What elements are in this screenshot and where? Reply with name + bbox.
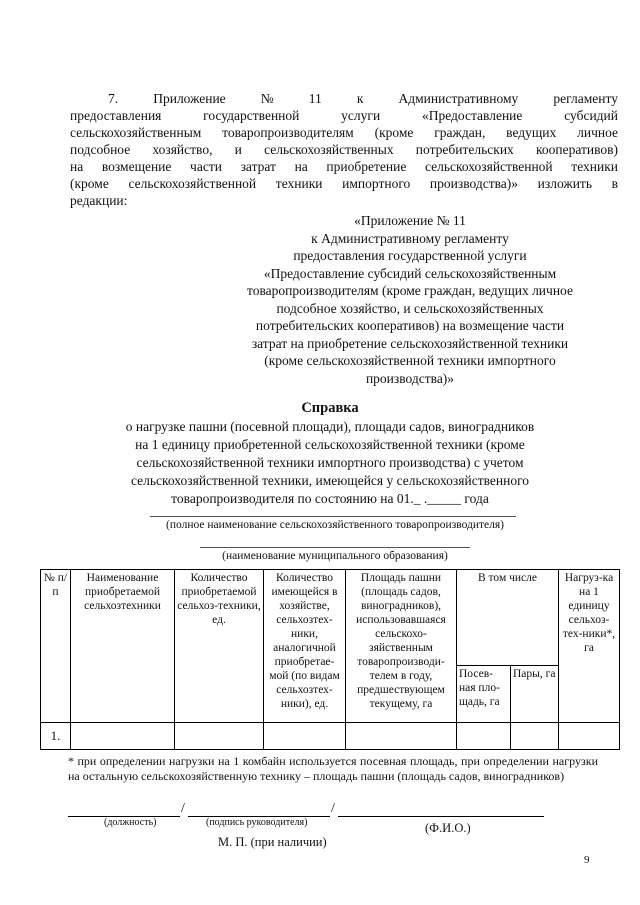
intro-word: к	[356, 91, 364, 106]
appendix-line: производства)»	[365, 370, 455, 386]
header-load: Нагруз-ка на 1 единицу сельхоз-тех-ники*, га	[559, 570, 620, 723]
appendix-line: «Приложение № 11	[354, 213, 466, 228]
sign-caption: (подпись руководителя)	[206, 817, 308, 828]
intro-line-6: (кроме сельскохозяйственной техники импортного производства)» изложить в	[70, 176, 618, 191]
appendix-line: «Предоставление субсидий сельскохозяйственным	[263, 265, 557, 281]
appendix-line: товаропроизводителям (кроме граждан, ведущих личное	[247, 283, 573, 298]
row-1-cell	[175, 723, 264, 750]
page-number: 9	[584, 854, 590, 866]
header-available-quantity: Количество имеющейся в хозяйстве, сельхозтех-ники, аналогичной приобретае-мой (по видам сельхозтех-ники), ед.	[264, 570, 346, 723]
appendix-block	[200, 212, 620, 387]
appendix-line: к Административному регламенту	[311, 230, 509, 246]
row-1-cell	[346, 723, 457, 750]
row-1-cell	[511, 723, 559, 750]
header-fallow: Пары, га	[511, 666, 559, 723]
title-line: сельскохозяйственной техники, имеющейся у сельскохозяйственного	[130, 473, 530, 488]
row-1-number: 1.	[41, 723, 71, 750]
intro-line-2: предоставления государственной услуги «Предоставление субсидий	[70, 108, 618, 123]
seal-caption: М. П. (при наличии)	[218, 835, 327, 849]
appendix-line: потребительских кооперативов) на возмещение части	[255, 318, 565, 333]
sep-2: /	[331, 801, 335, 816]
title-line: товаропроизводителя по состоянию на 01._ ._____ года	[171, 491, 489, 506]
appendix-line: подсобное хозяйство, и сельскохозяйственных	[276, 300, 544, 316]
producer-caption: (полное наименование сельскохозяйственного товаропроизводителя)	[166, 519, 504, 531]
title-line: о нагрузке пашни (посевной площади), площади садов, виноградников	[125, 419, 535, 434]
appendix-line: (кроме сельскохозяйственной техники импортного	[264, 353, 556, 368]
intro-word: 11	[308, 91, 322, 106]
header-name: Наименование приобретаемой сельхозтехники	[71, 570, 175, 723]
fio-caption: (Ф.И.О.)	[425, 821, 471, 835]
header-number: № п/п	[41, 570, 71, 723]
load-table	[40, 569, 620, 750]
intro-word: регламенту	[553, 91, 618, 106]
header-sown-area: Посев-ная пло-щадь, га	[457, 666, 511, 723]
document-title: Справка	[301, 400, 359, 416]
intro-line-4: подсобное хозяйство, и сельскохозяйственных потребительских кооперативов)	[70, 142, 618, 157]
appendix-line: затрат на приобретение сельскохозяйственной техники	[251, 335, 569, 351]
intro-line-3: сельскохозяйственным товаропроизводителям (кроме граждан, ведущих личное	[70, 125, 618, 140]
title-line: сельскохозяйственной техники импортного производства) с учетом	[136, 455, 524, 470]
fio-line	[338, 816, 544, 817]
municipality-underline	[200, 547, 470, 548]
row-1-cell	[457, 723, 511, 750]
row-1-cell	[71, 723, 175, 750]
header-quantity: Количество приобретаемой сельхоз-техники, ед.	[175, 570, 264, 723]
row-1-cell	[264, 723, 346, 750]
intro-word: Административному	[398, 91, 519, 106]
appendix-line: предоставления государственной услуги	[293, 248, 527, 263]
footnote: * при определении нагрузки на 1 комбайн используется посевная площадь, при определении нагрузки на остальную сельскохозяйственную технику – площадь пашни (площадь садов, виноградников)	[68, 754, 598, 783]
intro-line-7: редакции:	[70, 193, 128, 208]
intro-line-1	[70, 90, 618, 107]
intro-word: Приложение	[153, 91, 226, 106]
intro-word-num: 7.	[108, 91, 119, 106]
header-including: В том числе	[457, 570, 559, 666]
sep-1: /	[181, 801, 185, 816]
row-1-cell	[559, 723, 620, 750]
municipality-caption: (наименование муниципального образования)	[222, 550, 448, 562]
position-caption: (должность)	[104, 817, 157, 828]
header-arable-area: Площадь пашни (площадь садов, виноградников), использовавшаяся сельскохо-зяйственным товаропроизводи-телем в году, предшествующем текущему, га	[346, 570, 457, 723]
intro-word: №	[260, 91, 274, 106]
intro-line-5: на возмещение части затрат на приобретение сельскохозяйственной техники	[70, 159, 618, 174]
producer-underline	[150, 516, 516, 517]
title-line: на 1 единицу приобретенной сельскохозяйственной техники (кроме	[135, 437, 525, 452]
title-block	[40, 418, 620, 508]
